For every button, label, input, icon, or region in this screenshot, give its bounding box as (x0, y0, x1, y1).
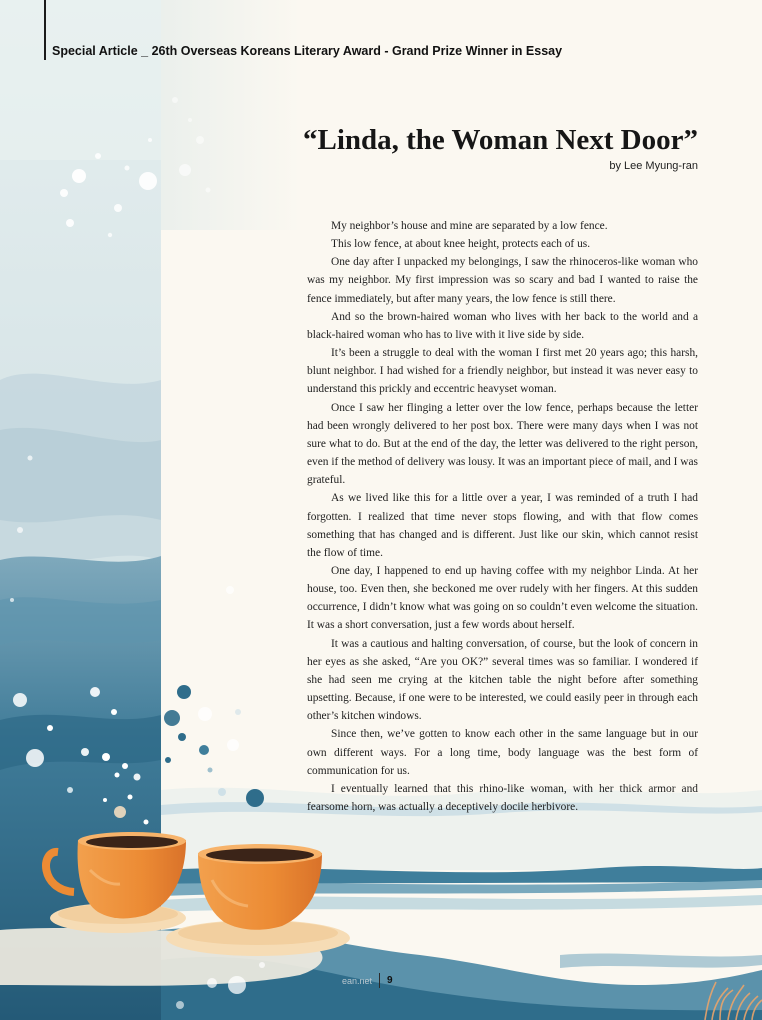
body-paragraph: I eventually learned that this rhino-like woman, with her thick armor and fearsome horn, was actually a deceptively docile herbivore. (307, 782, 698, 813)
body-paragraph: And so the brown-haired woman who lives with her back to the world and a black-haired woman who has to live with it live side by side. (307, 310, 698, 341)
body-paragraph: One day, I happened to end up having coffee with my neighbor Linda. At her house, too. Even then, she beckoned me over rudely with her fingers. At this sudden occurrence, I didn’t know what was going on so couldn’t even welcome the situation. It was a short conversation, just a few words about herself. (307, 564, 698, 632)
article-body (307, 217, 698, 816)
footer-website: ean.net (342, 976, 373, 986)
footer-divider (379, 973, 380, 988)
body-paragraph: As we lived like this for a little over a year, I was reminded of a truth I had forgotten. I realized that time never stops flowing, and with that flow comes something that has changed and is different. Just like our skin, which cannot resist the flow of time. (307, 492, 698, 559)
body-paragraph: Once I saw her flinging a letter over the low fence, perhaps because the letter had been wrongly delivered to her post box. There were many days when I was not sure what to do. But at the end of the day, the letter was delivered to the right person, even if the method of delivery was lousy. It was an important piece of mail, and I was grateful. (307, 401, 698, 487)
section-header: Special Article _ 26th Overseas Koreans Literary Award - Grand Prize Winner in Essay (52, 44, 563, 58)
body-paragraph: This low fence, at about knee height, protects each of us. (331, 238, 591, 251)
body-paragraph: My neighbor’s house and mine are separated by a low fence. (331, 220, 608, 232)
article-title: “Linda, the Woman Next Door” (302, 124, 698, 156)
body-paragraph: One day after I unpacked my belongings, I saw the rhinoceros-like woman who was my neighbor. My first impression was so scary and bad I wanted to raise the fence immediately, but after many years, the low fence is still there. (307, 256, 698, 305)
header-rule (44, 0, 46, 60)
body-paragraph: Since then, we’ve gotten to know each other in the same language but in our own different ways. For a long time, body language was the best form of communication for us. (307, 728, 698, 777)
article-byline: by Lee Myung-ran (609, 160, 698, 172)
page-number: 9 (387, 975, 393, 986)
body-paragraph: It’s been a struggle to deal with the woman I first met 20 years ago; this harsh, blunt neighbor. I had wished for a friendly neighbor, but instead it was never easy to understand this prickly and eccentric heavyset woman. (307, 347, 698, 396)
body-paragraph: It was a cautious and halting conversation, of course, but the look of concern in her eyes as she asked, “Are you OK?” several times was so familiar. I wondered if she had seen me crying at the kitchen table the night before after something upsetting. Because, if one were to be interested, we could easily peer in through each other’s kitchen windows. (307, 637, 698, 723)
